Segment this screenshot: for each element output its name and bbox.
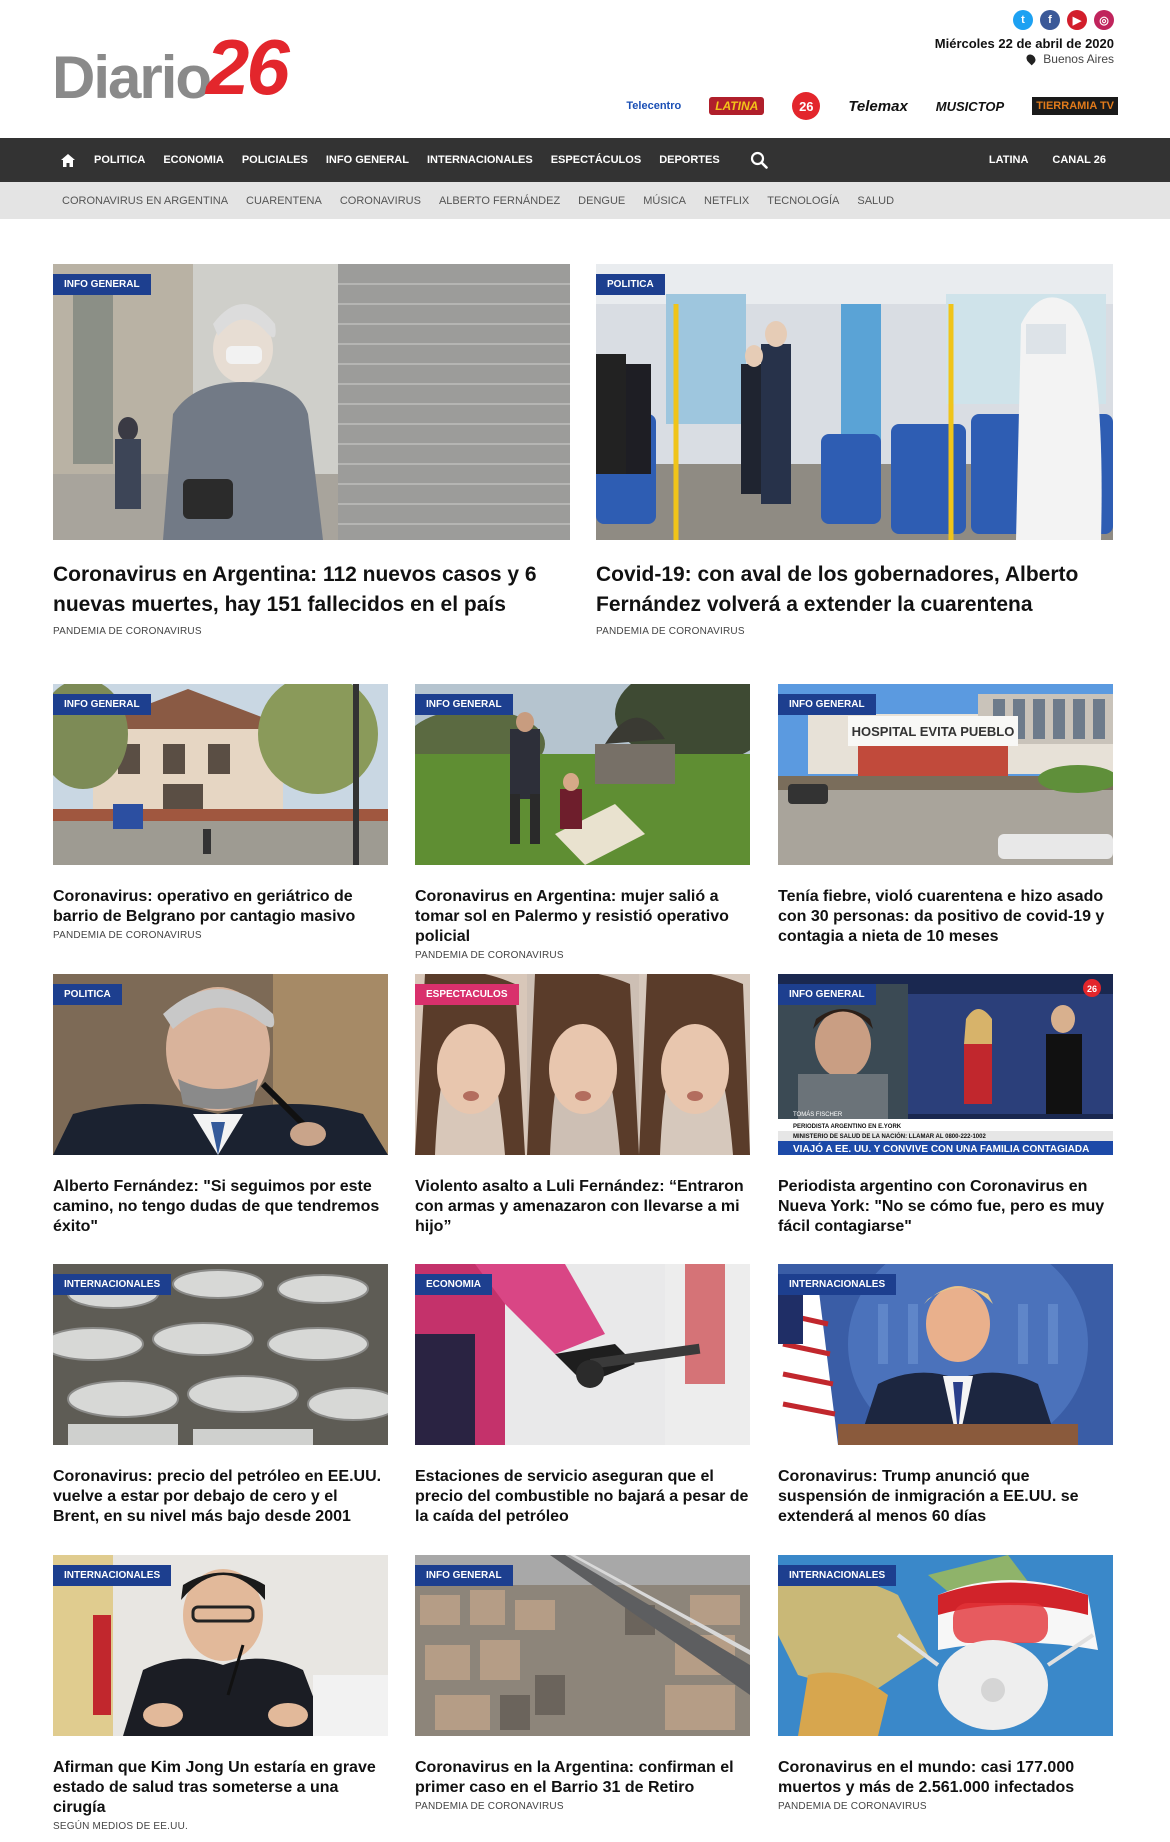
tag-tecnologia[interactable]: TECNOLOGÍA bbox=[767, 194, 840, 207]
channel-logos bbox=[626, 92, 1118, 120]
trending-tags bbox=[0, 182, 1170, 219]
nav-item-info-general[interactable]: INFO GENERAL bbox=[325, 154, 409, 166]
youtube-icon[interactable]: ▶ bbox=[1067, 10, 1087, 30]
category-badge[interactable]: INFO GENERAL bbox=[778, 694, 876, 715]
category-badge[interactable]: ECONOMIA bbox=[415, 1274, 492, 1295]
facebook-icon[interactable]: f bbox=[1040, 10, 1060, 30]
nav-item-economia[interactable]: ECONOMIA bbox=[163, 154, 224, 166]
nav-item-politica[interactable]: POLITICA bbox=[94, 154, 146, 166]
logo-word: Diario bbox=[52, 44, 211, 111]
featured-article[interactable] bbox=[596, 264, 1113, 637]
category-badge[interactable]: INTERNACIONALES bbox=[53, 1565, 171, 1586]
featured-article[interactable] bbox=[53, 264, 570, 637]
tag-musica[interactable]: MÚSICA bbox=[643, 194, 687, 207]
article-headline[interactable]: Coronavirus: Trump anunció que suspensión de inmigración a EE.UU. se extenderá al menos 60 días bbox=[778, 1468, 1079, 1525]
location bbox=[1027, 52, 1114, 66]
news-card[interactable] bbox=[778, 1555, 1113, 1812]
tv-channel-logo: 26 bbox=[1086, 984, 1098, 994]
tv-banner-text: VIAJÓ A EE. UU. Y CONVIVE CON UNA FAMILIA CONTAGIADA bbox=[793, 1144, 1090, 1155]
article-kicker[interactable]: PANDEMIA DE CORONAVIRUS bbox=[778, 1801, 927, 1812]
nav-item-canal-26[interactable]: CANAL 26 bbox=[1052, 154, 1106, 166]
tag-cuarentena[interactable]: CUARENTENA bbox=[246, 194, 322, 207]
tag-coronavirus[interactable]: CORONAVIRUS bbox=[339, 194, 421, 207]
channel-26[interactable]: 26 bbox=[792, 92, 820, 120]
article-image[interactable] bbox=[778, 684, 1113, 865]
news-card[interactable] bbox=[53, 684, 388, 941]
article-headline[interactable]: Covid-19: con aval de los gobernadores, Alberto Fernández volverá a extender la cuarentena bbox=[596, 563, 1079, 616]
news-card[interactable] bbox=[778, 1264, 1113, 1527]
location-pin-icon bbox=[1025, 53, 1038, 66]
article-kicker[interactable]: PANDEMIA DE CORONAVIRUS bbox=[415, 1801, 564, 1812]
article-headline[interactable]: Violento asalto a Luli Fernández: “Entraron con armas y amenazaron con llevarse a mi hijo” bbox=[415, 1178, 744, 1235]
tag-dengue[interactable]: DENGUE bbox=[578, 194, 626, 207]
news-card[interactable] bbox=[415, 684, 750, 961]
news-card[interactable] bbox=[53, 974, 388, 1237]
tag-netflix[interactable]: NETFLIX bbox=[704, 194, 750, 207]
search-icon[interactable] bbox=[748, 149, 770, 171]
tv-caption-hotline: MINISTERIO DE SALUD DE LA NACIÓN: LLAMAR AL 0800-222-1002 bbox=[793, 1134, 986, 1140]
article-headline[interactable]: Coronavirus: operativo en geriátrico de barrio de Belgrano por cantagio masivo bbox=[53, 888, 356, 925]
home-icon[interactable] bbox=[60, 152, 76, 168]
article-image[interactable] bbox=[53, 974, 388, 1155]
news-card[interactable] bbox=[778, 684, 1113, 947]
article-kicker[interactable]: PANDEMIA DE CORONAVIRUS bbox=[53, 930, 202, 941]
article-kicker[interactable]: SEGÚN MEDIOS DE EE.UU. bbox=[53, 1821, 188, 1832]
article-headline[interactable]: Periodista argentino con Coronavirus en Nueva York: "No se cómo fue, pero es muy fácil contagiarse" bbox=[778, 1178, 1105, 1235]
channel-musictop[interactable]: MUSICTOP bbox=[935, 98, 1005, 114]
nav-item-deportes[interactable]: DEPORTES bbox=[659, 154, 720, 166]
channel-latina[interactable]: LATINA bbox=[709, 97, 764, 115]
hospital-sign-text: HOSPITAL EVITA PUEBLO bbox=[851, 724, 1015, 739]
article-image[interactable] bbox=[778, 974, 1113, 1155]
article-image[interactable] bbox=[53, 1264, 388, 1445]
article-headline[interactable]: Coronavirus: precio del petróleo en EE.UU. vuelve a estar por debajo de cero y el Brent, en su nivel más bajo desde 2001 bbox=[53, 1468, 382, 1525]
article-headline[interactable]: Coronavirus en la Argentina: confirman el primer caso en el Barrio 31 de Retiro bbox=[415, 1759, 734, 1796]
category-badge[interactable]: INTERNACIONALES bbox=[53, 1274, 171, 1295]
channel-telemax[interactable]: Telemax bbox=[848, 97, 908, 115]
category-badge[interactable]: POLITICA bbox=[53, 984, 122, 1005]
article-image[interactable] bbox=[778, 1264, 1113, 1445]
category-badge[interactable]: ESPECTACULOS bbox=[415, 984, 519, 1005]
article-kicker[interactable]: PANDEMIA DE CORONAVIRUS bbox=[53, 626, 202, 637]
article-headline[interactable]: Afirman que Kim Jong Un estaría en grave estado de salud tras someterse a una cirugía bbox=[53, 1759, 376, 1816]
site-logo[interactable] bbox=[52, 23, 287, 111]
article-image[interactable] bbox=[53, 1555, 388, 1736]
article-headline[interactable]: Coronavirus en Argentina: mujer salió a tomar sol en Palermo y resistió operativo policial bbox=[415, 888, 729, 945]
news-card[interactable] bbox=[53, 1555, 388, 1832]
category-badge[interactable]: INFO GENERAL bbox=[415, 694, 513, 715]
article-image[interactable] bbox=[415, 974, 750, 1155]
channel-tierramia[interactable]: TIERRAMIA TV bbox=[1032, 97, 1118, 115]
nav-right bbox=[989, 154, 1106, 166]
article-image[interactable] bbox=[778, 1555, 1113, 1736]
location-label: Buenos Aires bbox=[1043, 52, 1114, 66]
category-badge[interactable]: INFO GENERAL bbox=[778, 984, 876, 1005]
article-headline[interactable]: Tenía fiebre, violó cuarentena e hizo asado con 30 personas: da positivo de covid-19 y contagia a nieta de 10 meses bbox=[778, 888, 1105, 945]
channel-telecentro[interactable]: Telecentro bbox=[626, 100, 682, 112]
article-headline[interactable]: Estaciones de servicio aseguran que el precio del combustible no bajará a pesar de la caída del petróleo bbox=[415, 1468, 749, 1525]
article-kicker[interactable]: PANDEMIA DE CORONAVIRUS bbox=[596, 626, 745, 637]
news-card[interactable] bbox=[415, 974, 750, 1237]
nav-item-policiales[interactable]: POLICIALES bbox=[241, 154, 308, 166]
article-image[interactable] bbox=[53, 684, 388, 865]
article-kicker[interactable]: PANDEMIA DE CORONAVIRUS bbox=[415, 950, 564, 961]
category-badge[interactable]: INTERNACIONALES bbox=[778, 1274, 896, 1295]
current-date: Miércoles 22 de abril de 2020 bbox=[934, 36, 1114, 51]
social-links bbox=[1013, 10, 1114, 30]
news-card[interactable] bbox=[778, 974, 1113, 1237]
category-badge[interactable]: INTERNACIONALES bbox=[778, 1565, 896, 1586]
category-badge[interactable]: INFO GENERAL bbox=[53, 694, 151, 715]
nav-item-internacionales[interactable]: INTERNACIONALES bbox=[426, 154, 533, 166]
tag-alberto-fernandez[interactable]: ALBERTO FERNÁNDEZ bbox=[438, 194, 561, 207]
logo-number: 26 bbox=[206, 23, 287, 111]
news-card[interactable] bbox=[53, 1264, 388, 1527]
tv-caption-name: TOMÁS FISCHER bbox=[793, 1112, 843, 1118]
article-image[interactable] bbox=[415, 1555, 750, 1736]
tag-salud[interactable]: SALUD bbox=[857, 194, 895, 207]
category-badge[interactable]: INFO GENERAL bbox=[53, 274, 151, 295]
article-image[interactable] bbox=[53, 264, 570, 540]
tag-coronavirus-argentina[interactable]: CORONAVIRUS EN ARGENTINA bbox=[62, 194, 229, 207]
nav-item-latina[interactable]: LATINA bbox=[988, 154, 1029, 166]
news-card[interactable] bbox=[415, 1555, 750, 1812]
tv-caption-role: PERIODISTA ARGENTINO EN E.YORK bbox=[793, 1124, 902, 1130]
article-headline[interactable]: Coronavirus en el mundo: casi 177.000 muertos y más de 2.561.000 infectados bbox=[778, 1759, 1075, 1796]
category-badge[interactable]: POLITICA bbox=[596, 274, 665, 295]
article-headline[interactable]: Coronavirus en Argentina: 112 nuevos casos y 6 nuevas muertes, hay 151 fallecidos en el país bbox=[53, 563, 537, 616]
article-headline[interactable]: Alberto Fernández: "Si seguimos por este camino, no tengo dudas de que tendremos éxito" bbox=[53, 1178, 380, 1235]
instagram-icon[interactable]: ◎ bbox=[1094, 10, 1114, 30]
category-badge[interactable]: INFO GENERAL bbox=[415, 1565, 513, 1586]
nav-item-espectaculos[interactable]: ESPECTÁCULOS bbox=[550, 154, 642, 166]
article-image[interactable] bbox=[596, 264, 1113, 540]
article-image[interactable] bbox=[415, 684, 750, 865]
news-card[interactable] bbox=[415, 1264, 750, 1527]
site-header bbox=[0, 0, 1170, 138]
twitter-icon[interactable]: t bbox=[1013, 10, 1033, 30]
article-image[interactable] bbox=[415, 1264, 750, 1445]
main-nav bbox=[0, 138, 1170, 182]
